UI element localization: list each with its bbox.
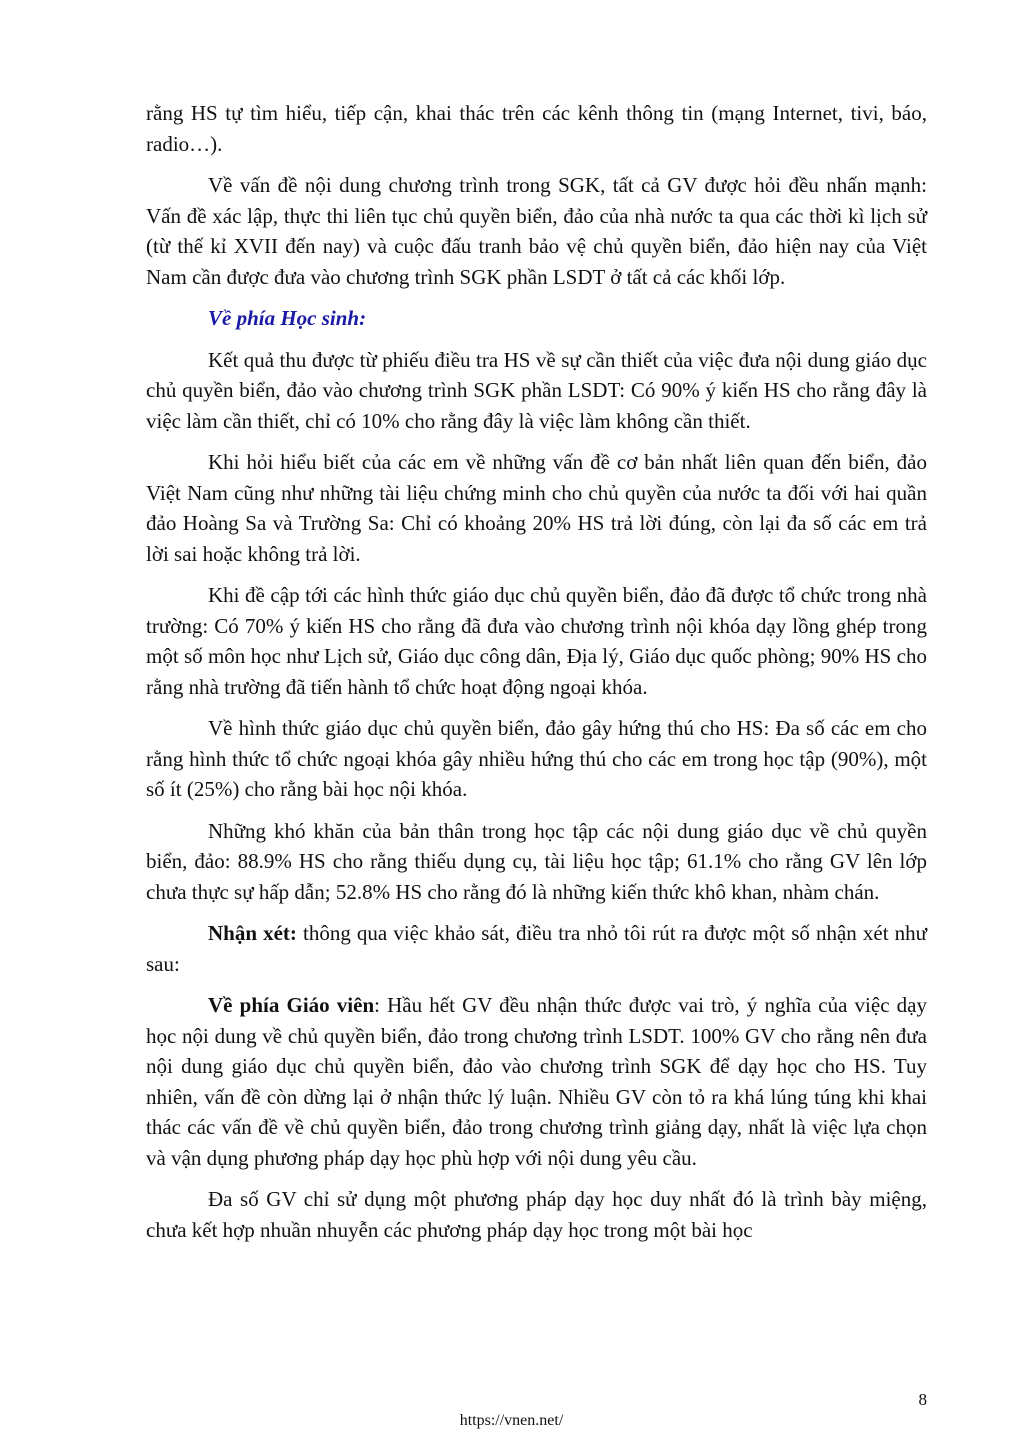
page-number: 8 xyxy=(918,1390,927,1409)
remarks-label: Nhận xét: xyxy=(208,921,297,945)
paragraph: Đa số GV chỉ sử dụng một phương pháp dạy học duy nhất đó là trình bày miệng, chưa kết hợp nhuần nhuyễn các phương pháp dạy học trong một bài học xyxy=(146,1187,927,1242)
paragraph: Về hình thức giáo dục chủ quyền biển, đảo gây hứng thú cho HS: Đa số các em cho rằng hình thức tổ chức ngoại khóa gây nhiều hứng thú cho các em trong học tập (90%), một số ít (25%) cho rằng bài học nội khóa. xyxy=(146,716,927,801)
paragraph-remarks xyxy=(146,918,927,979)
paragraph: Khi hỏi hiểu biết của các em về những vấn đề cơ bản nhất liên quan đến biển, đảo Việt Nam cũng như những tài liệu chứng minh cho chủ quyền của nước ta đối với hai quần đảo Hoàng Sa và Trường Sa: Chỉ có khoảng 20% HS trả lời đúng, còn lại đa số các em trả lời sai hoặc không trả lời. xyxy=(146,450,927,566)
document-body xyxy=(146,98,927,1256)
paragraph: Khi đề cập tới các hình thức giáo dục chủ quyền biển, đảo đã được tổ chức trong nhà trường: Có 70% ý kiến HS cho rằng đã đưa vào chương trình nội khóa dạy lồng ghép trong một số môn học như Lịch sử, Giáo dục công dân, Địa lý, Giáo dục quốc phòng; 90% HS cho rằng nhà trường đã tiến hành tổ chức hoạt động ngoại khóa. xyxy=(146,583,927,699)
teachers-text: : Hầu hết GV đều nhận thức được vai trò, ý nghĩa của việc dạy học nội dung về chủ quyền biển, đảo trong chương trình LSDT. 100% GV cho rằng nên đưa nội dung giáo dục chủ quyền biển, đảo vào chương trình SGK để dạy học cho HS. Tuy nhiên, vấn đề còn dừng lại ở nhận thức lý luận. Nhiều GV còn tỏ ra khá lúng túng khi khai thác các vấn đề về chủ quyền biển, đảo trong chương trình giảng dạy, nhất là việc lựa chọn và vận dụng phương pháp dạy học phù hợp với nội dung yêu cầu. xyxy=(146,993,927,1170)
paragraph: Về vấn đề nội dung chương trình trong SGK, tất cả GV được hỏi đều nhấn mạnh: Vấn đề xác lập, thực thi liên tục chủ quyền biển, đảo của nhà nước ta qua các thời kì lịch sử (từ thế kỉ XVII đến nay) và cuộc đấu tranh bảo vệ chủ quyền biển, đảo hiện nay của Việt Nam cần được đưa vào chương trình SGK phần LSDT ở tất cả các khối lớp. xyxy=(146,173,927,289)
paragraph: Những khó khăn của bản thân trong học tập các nội dung giáo dục về chủ quyền biển, đảo: 88.9% HS cho rằng thiếu dụng cụ, tài liệu học tập; 61.1% cho rằng GV lên lớp chưa thực sự hấp dẫn; 52.8% HS cho rằng đó là những kiến thức khô khan, nhàm chán. xyxy=(146,818,927,904)
footer-url: https://vnen.net/ xyxy=(459,1412,564,1429)
section-heading-students: Về phía Học sinh: xyxy=(208,306,367,330)
paragraph: Kết quả thu được từ phiếu điều tra HS về sự cần thiết của việc đưa nội dung giáo dục chủ quyền biển, đảo vào chương trình SGK phần LSDT: Có 90% ý kiến HS cho rằng đây là việc làm cần thiết, chỉ có 10% cho rằng đây là việc làm không cần thiết. xyxy=(146,347,927,433)
remarks-text: thông qua việc khảo sát, điều tra nhỏ tôi rút ra được một số nhận xét như sau: xyxy=(146,921,927,976)
paragraph: rằng HS tự tìm hiểu, tiếp cận, khai thác trên các kênh thông tin (mạng Internet, tivi, báo, radio…). xyxy=(146,101,927,156)
paragraph-teachers xyxy=(146,990,927,1173)
teachers-label: Về phía Giáo viên xyxy=(208,993,375,1017)
